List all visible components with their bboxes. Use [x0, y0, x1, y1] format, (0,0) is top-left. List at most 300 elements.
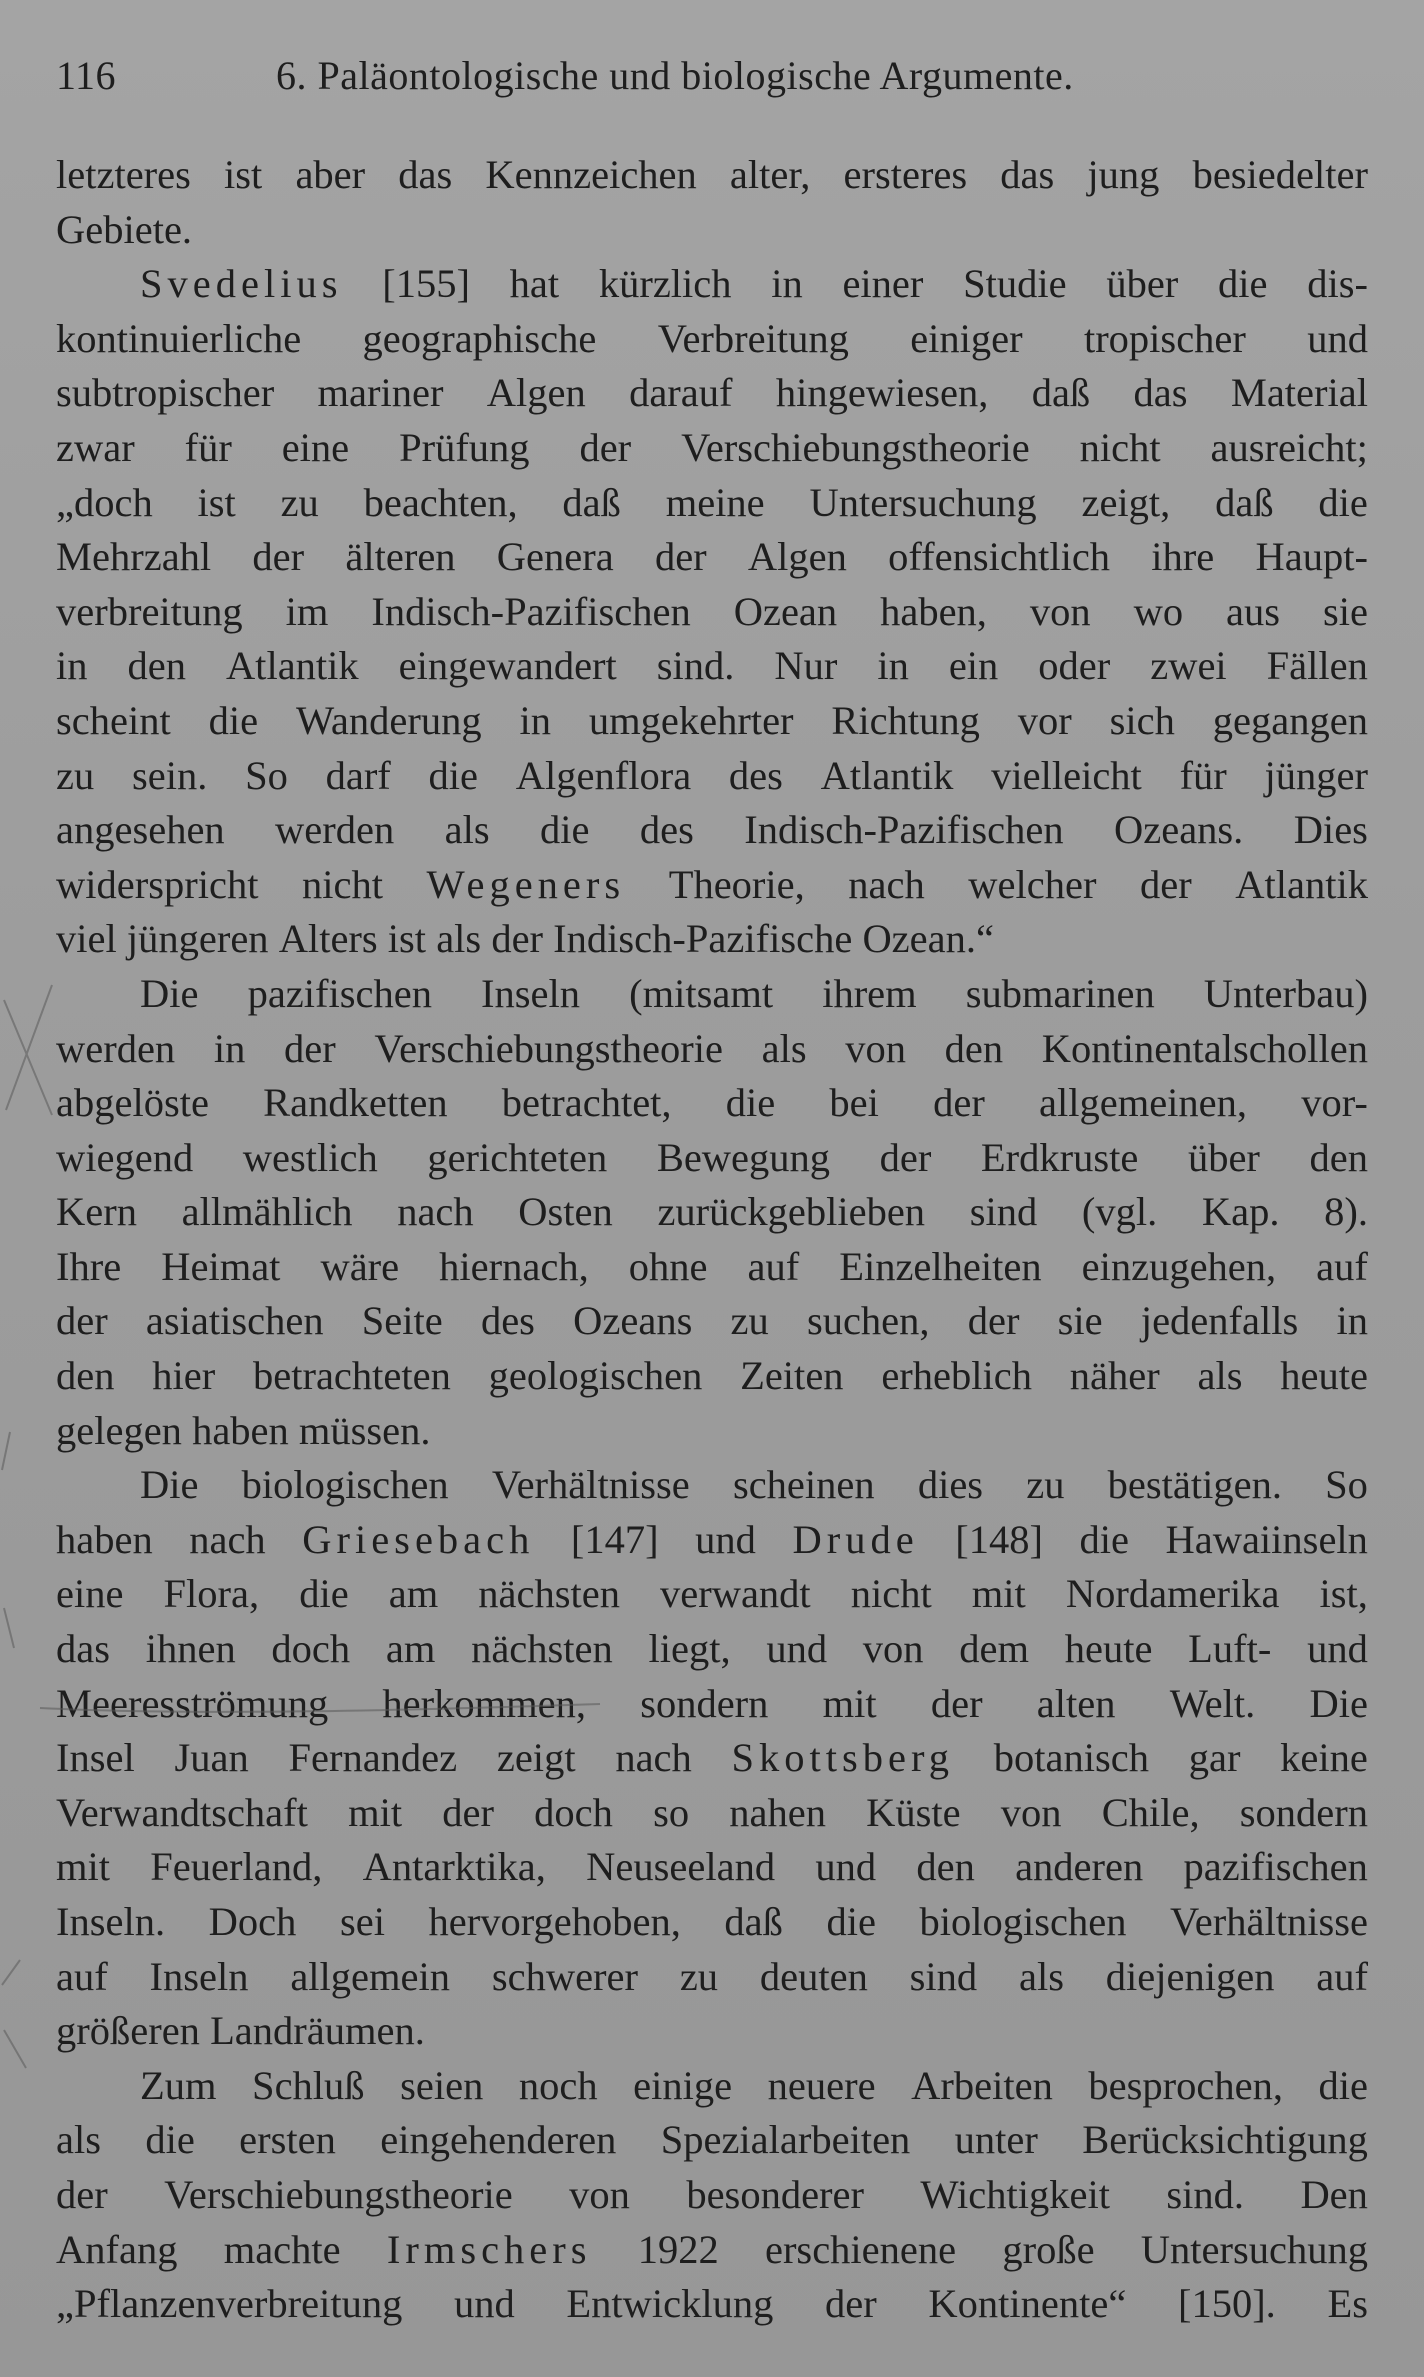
word: Theorie, [668, 861, 805, 907]
word: dies [917, 1462, 984, 1508]
word: Arbeiten [911, 2062, 1053, 2108]
word: (mitsamt [629, 970, 774, 1016]
word: erschienene [764, 2226, 957, 2272]
word: Irmschers [386, 2226, 592, 2272]
word: allmählich [181, 1189, 353, 1235]
word: schwerer [491, 1953, 638, 1999]
word: als [436, 916, 482, 962]
word: daß [562, 479, 621, 525]
text-line [56, 148, 1368, 203]
word: von [1029, 588, 1091, 634]
word: sie [1057, 1298, 1103, 1344]
word: Luft- [1188, 1626, 1272, 1672]
word: der [930, 1680, 983, 1726]
word: als [1197, 1353, 1243, 1399]
word: Indisch-Pazifische [553, 916, 853, 962]
text-line [56, 1076, 1368, 1131]
word: daß [724, 1899, 783, 1944]
word: Kontinentalschollen [1041, 1025, 1368, 1071]
word: große [1002, 2226, 1095, 2272]
text-line [56, 1622, 1368, 1677]
word: Studie [963, 261, 1067, 307]
word: Nordamerika [1065, 1571, 1280, 1617]
word: sich [1109, 697, 1175, 743]
word: nach [848, 861, 925, 907]
word: ist [387, 916, 427, 962]
word: Neuseeland [586, 1844, 776, 1890]
text-line [56, 421, 1368, 476]
word: Küste [866, 1789, 961, 1835]
word: Untersuchung [1140, 2226, 1368, 2272]
word: alten [1036, 1680, 1116, 1726]
word: besprochen, [1088, 2062, 1283, 2108]
word: daß [1031, 370, 1091, 416]
word: als [444, 807, 490, 853]
word: machte [223, 2226, 341, 2272]
word: einige [633, 2062, 733, 2108]
word: Die [140, 1462, 199, 1508]
word: Juan [174, 1735, 249, 1781]
word: am [388, 1571, 439, 1617]
word: mit [822, 1680, 877, 1726]
word: Algen [486, 370, 586, 416]
word: Wichtigkeit [920, 2171, 1110, 2217]
word: den [56, 1353, 115, 1399]
word: nicht [1079, 424, 1161, 470]
word: Richtung [831, 697, 980, 743]
word: näher [1069, 1353, 1160, 1399]
word: des [480, 1298, 535, 1344]
word: eine [56, 1571, 124, 1617]
word: Hawaiinseln [1165, 1516, 1368, 1562]
word: den [916, 1844, 975, 1890]
pencil-stroke [4, 1608, 14, 1648]
word: Randketten [263, 1080, 448, 1126]
word: Ihre [56, 1243, 122, 1289]
word: dis- [1307, 261, 1368, 307]
word: zu [730, 1298, 769, 1344]
word: So [1325, 1462, 1368, 1508]
word: Atlantik [1235, 861, 1368, 907]
word: gelegen [56, 1407, 182, 1453]
word: widerspricht [56, 861, 259, 907]
word: müssen. [298, 1407, 431, 1453]
word: den [1309, 1134, 1368, 1180]
word: wiegend [56, 1134, 194, 1180]
text-line [56, 749, 1368, 804]
word: hiernach, [439, 1243, 589, 1289]
word: Erdkruste [980, 1134, 1139, 1180]
word: das [56, 1626, 110, 1672]
word: Atlantik [225, 643, 359, 689]
word: noch [518, 2062, 598, 2108]
word: der [879, 1134, 932, 1180]
word: Flora, [163, 1571, 260, 1617]
word: heute [1064, 1626, 1153, 1672]
word: asiatischen [145, 1298, 324, 1344]
text-line [56, 2059, 1368, 2114]
running-head: 6. Paläontologische und biologische Argumente. [276, 53, 1074, 98]
word: Entwicklung [566, 2281, 774, 2327]
word: die [428, 752, 479, 798]
word: Landräumen. [210, 2008, 425, 2054]
word: Zum [140, 2062, 217, 2108]
word: keine [1280, 1735, 1368, 1781]
word: wo [1133, 588, 1184, 634]
word: vor- [1301, 1080, 1368, 1126]
word: Welt. [1169, 1680, 1256, 1726]
word: der [579, 424, 632, 470]
word: für [1179, 752, 1227, 798]
word: mariner [317, 370, 444, 416]
word: herkommen, [382, 1680, 586, 1726]
word: Osten [518, 1189, 613, 1235]
word: einzugehen, [1081, 1243, 1277, 1289]
word: die [826, 1899, 876, 1944]
pencil-stroke [4, 1000, 52, 1115]
word: ihrem [822, 970, 917, 1016]
word: umgekehrter [588, 697, 794, 743]
word: als [761, 1025, 807, 1071]
word: ersteres [843, 152, 968, 197]
word: Alters [278, 916, 378, 962]
word: haben, [880, 588, 987, 634]
word: vor [1017, 697, 1072, 743]
text-line [56, 967, 1368, 1022]
word: betrachteten [252, 1353, 451, 1399]
word: von [1000, 1789, 1062, 1835]
word: bei [829, 1080, 879, 1126]
word: Seite [361, 1298, 443, 1344]
word: sondern [1239, 1789, 1368, 1835]
word: doch [534, 1789, 613, 1835]
word: Genera [496, 534, 614, 580]
word: jung [1087, 152, 1160, 197]
word: und [766, 1626, 828, 1672]
word: der [967, 1298, 1020, 1344]
text-line [56, 1022, 1368, 1077]
word: die [539, 807, 590, 853]
word: scheinen [732, 1462, 875, 1508]
word: aus [1226, 588, 1281, 634]
word: Wegeners [426, 861, 626, 907]
word: über [1106, 261, 1179, 307]
word: den [944, 1025, 1004, 1071]
word: mit [56, 1844, 111, 1890]
word: des [639, 807, 694, 853]
word: wäre [320, 1243, 400, 1289]
word: die [1318, 479, 1368, 525]
word: Verwandtschaft [56, 1789, 308, 1835]
text-line [56, 1513, 1368, 1568]
word: älteren [345, 534, 456, 580]
page-header [56, 52, 1364, 106]
word: ist, [1319, 1571, 1368, 1617]
page-number: 116 [56, 53, 117, 98]
word: zwar [56, 424, 135, 470]
word: allgemeinen, [1039, 1080, 1248, 1126]
word: Doch [208, 1899, 297, 1944]
word: nächsten [471, 1626, 613, 1672]
word: Anfang [56, 2226, 178, 2272]
word: So [245, 752, 288, 798]
word: zwei [1150, 643, 1227, 689]
word: Kontinente“ [928, 2281, 1127, 2327]
word: gerichteten [427, 1134, 608, 1180]
word: haben [192, 1407, 289, 1453]
text-line [56, 1731, 1368, 1786]
word: verwandt [660, 1571, 811, 1617]
word: größeren [56, 2008, 200, 2054]
word: betrachtet, [501, 1080, 672, 1126]
word: angesehen [56, 807, 225, 853]
word: darf [325, 752, 391, 798]
word: ersten [239, 2117, 336, 2163]
body-text [56, 148, 1368, 2332]
text-line [56, 1895, 1368, 1950]
word: bestätigen. [1107, 1462, 1282, 1508]
word: Ozeans [573, 1298, 693, 1344]
word: eingehenderen [380, 2117, 617, 2163]
word: auf [1316, 1953, 1368, 1999]
word: sondern [640, 1680, 769, 1726]
word: oder [1038, 643, 1111, 689]
word: nahen [729, 1789, 826, 1835]
word: liegt, [648, 1626, 731, 1672]
word: Die [1309, 1680, 1368, 1726]
word: nach [397, 1189, 474, 1235]
word: gegangen [1212, 697, 1368, 743]
word: in [771, 261, 803, 307]
text-line [56, 476, 1368, 531]
word: und [454, 2281, 515, 2327]
word: sie [1323, 588, 1368, 634]
word: nächsten [478, 1571, 620, 1617]
word: Schluß [252, 2062, 365, 2108]
word: in [213, 1025, 246, 1071]
word: allgemein [290, 1953, 451, 1999]
word: eine [281, 424, 350, 470]
pencil-stroke [6, 985, 52, 1110]
word: zu [280, 479, 319, 525]
text-line [56, 1404, 1368, 1459]
word: einer [842, 261, 924, 307]
word: Einzelheiten [839, 1243, 1042, 1289]
word: und [695, 1516, 756, 1562]
word: mit [971, 1571, 1026, 1617]
text-line [56, 2168, 1368, 2223]
word: [155] [382, 261, 470, 307]
word: ihre [1151, 534, 1215, 580]
word: pazifischen [247, 970, 432, 1016]
word: alter, [729, 152, 811, 197]
word: [150]. [1177, 2281, 1276, 2327]
word: der [654, 534, 707, 580]
word: Bewegung [656, 1134, 831, 1180]
word: am [385, 1626, 436, 1672]
word: in [519, 697, 552, 743]
word: auf [747, 1243, 800, 1289]
word: daß [1215, 479, 1274, 525]
word: zeigt, [1081, 479, 1171, 525]
word: Untersuchung [809, 479, 1037, 525]
word: biologischen [919, 1899, 1127, 1944]
word: doch [271, 1626, 351, 1672]
word: jüngeren [126, 916, 269, 962]
word: aber [295, 152, 366, 197]
word: in [1336, 1298, 1368, 1344]
text-line [56, 1131, 1368, 1186]
word: des [728, 752, 783, 798]
text-line [56, 312, 1368, 367]
word: 1922 [637, 2226, 719, 2272]
text-line [56, 1458, 1368, 1513]
word: haben [56, 1516, 153, 1562]
word: Inseln [149, 1953, 249, 1999]
word: die [1218, 261, 1268, 307]
word: der [825, 2281, 877, 2327]
text-line [56, 1294, 1368, 1349]
word: welcher [968, 861, 1097, 907]
word: gar [1188, 1735, 1241, 1781]
word: Wanderung [295, 697, 482, 743]
word: Dies [1293, 807, 1368, 853]
text-line [56, 639, 1368, 694]
word: Chile, [1101, 1789, 1200, 1835]
word: Prüfung [399, 424, 530, 470]
word: [147] [570, 1516, 659, 1562]
text-line [56, 1677, 1368, 1732]
word: nach [615, 1735, 692, 1781]
word: sein. [131, 752, 208, 798]
word: Gebiete. [56, 206, 193, 252]
word: und [1307, 315, 1368, 361]
word: 8). [1324, 1189, 1368, 1235]
word: abgelöste [56, 1080, 209, 1126]
word: Skottsberg [731, 1735, 955, 1781]
word: Inseln [481, 970, 581, 1016]
word: die [725, 1080, 776, 1126]
word: die [145, 2117, 195, 2163]
word: der [442, 1789, 494, 1835]
word: Berücksichtigung [1082, 2117, 1368, 2163]
word: botanisch [993, 1735, 1149, 1781]
text-line [56, 1185, 1368, 1240]
word: zurückgeblieben [657, 1189, 926, 1235]
word: Meeresströmung [56, 1680, 329, 1726]
word: von [569, 2171, 630, 2217]
word: nach [189, 1516, 266, 1562]
word: der [252, 534, 305, 580]
text-line [56, 585, 1368, 640]
word: offensichtlich [888, 534, 1111, 580]
text-line [56, 1349, 1368, 1404]
word: Insel [56, 1735, 135, 1781]
word: dem [959, 1626, 1029, 1672]
word: Ozean.“ [862, 916, 994, 962]
word: auf [56, 1953, 108, 1999]
word: die [1079, 1516, 1129, 1562]
text-line [56, 203, 1368, 258]
word: beachten, [363, 479, 518, 525]
text-line [56, 1950, 1368, 2005]
text-line [56, 912, 1368, 967]
text-line [56, 1786, 1368, 1841]
word: als [56, 2117, 101, 2163]
word: sind. [1166, 2171, 1245, 2217]
word: Haupt- [1255, 534, 1368, 580]
word: geographische [362, 315, 597, 361]
word: scheint [56, 697, 171, 743]
word: für [184, 424, 232, 470]
word: im [285, 588, 329, 634]
word: Verschiebungstheorie [164, 2171, 513, 2217]
pencil-stroke [4, 2030, 26, 2068]
word: biologischen [241, 1462, 449, 1508]
text-line [56, 2113, 1368, 2168]
word: vielleicht [991, 752, 1142, 798]
word: zu [1026, 1462, 1065, 1508]
word: als [1018, 1953, 1064, 1999]
word: anderen [1015, 1844, 1144, 1890]
word: Fernandez [288, 1735, 458, 1781]
word: Svedelius [140, 261, 343, 307]
word: Heimat [161, 1243, 281, 1289]
word: die [208, 697, 259, 743]
word: meine [665, 479, 765, 525]
word: viel [56, 916, 117, 962]
word: diejenigen [1105, 1953, 1275, 1999]
word: Indisch-Pazifischen [371, 588, 691, 634]
word: mit [348, 1789, 403, 1835]
word: hingewiesen, [775, 370, 989, 416]
word: „Pflanzenverbreitung [56, 2281, 403, 2327]
word: neuere [767, 2062, 876, 2108]
word: Drude [792, 1516, 919, 1562]
word: ist [197, 479, 236, 525]
word: jedenfalls [1140, 1298, 1299, 1344]
word: sei [339, 1899, 385, 1944]
word: tropischer [1083, 315, 1246, 361]
text-line [56, 1840, 1368, 1895]
word: sind. [656, 643, 735, 689]
word: in [877, 643, 909, 689]
word: Mehrzahl [56, 534, 212, 580]
word: subtropischer [56, 370, 275, 416]
word: in [56, 643, 88, 689]
word: pazifischen [1183, 1844, 1368, 1890]
word: werden [56, 1025, 176, 1071]
word: kontinuierliche [56, 315, 302, 361]
word: zu [679, 1953, 719, 1999]
word: hier [152, 1353, 216, 1399]
text-line [56, 257, 1368, 312]
word: zeigt [496, 1735, 576, 1781]
word: Den [1300, 2171, 1368, 2217]
word: Algenflora [515, 752, 692, 798]
word: Verschiebungstheorie [681, 424, 1030, 470]
word: sind [969, 1189, 1038, 1235]
word: der [491, 916, 544, 962]
word: so [653, 1789, 690, 1835]
word: Algen [747, 534, 847, 580]
word: ein [948, 643, 999, 689]
word: Die [140, 970, 199, 1016]
word: suchen, [806, 1298, 930, 1344]
word: Zeiten [740, 1353, 844, 1399]
word: ausreicht; [1210, 424, 1368, 470]
word: der [283, 1025, 336, 1071]
